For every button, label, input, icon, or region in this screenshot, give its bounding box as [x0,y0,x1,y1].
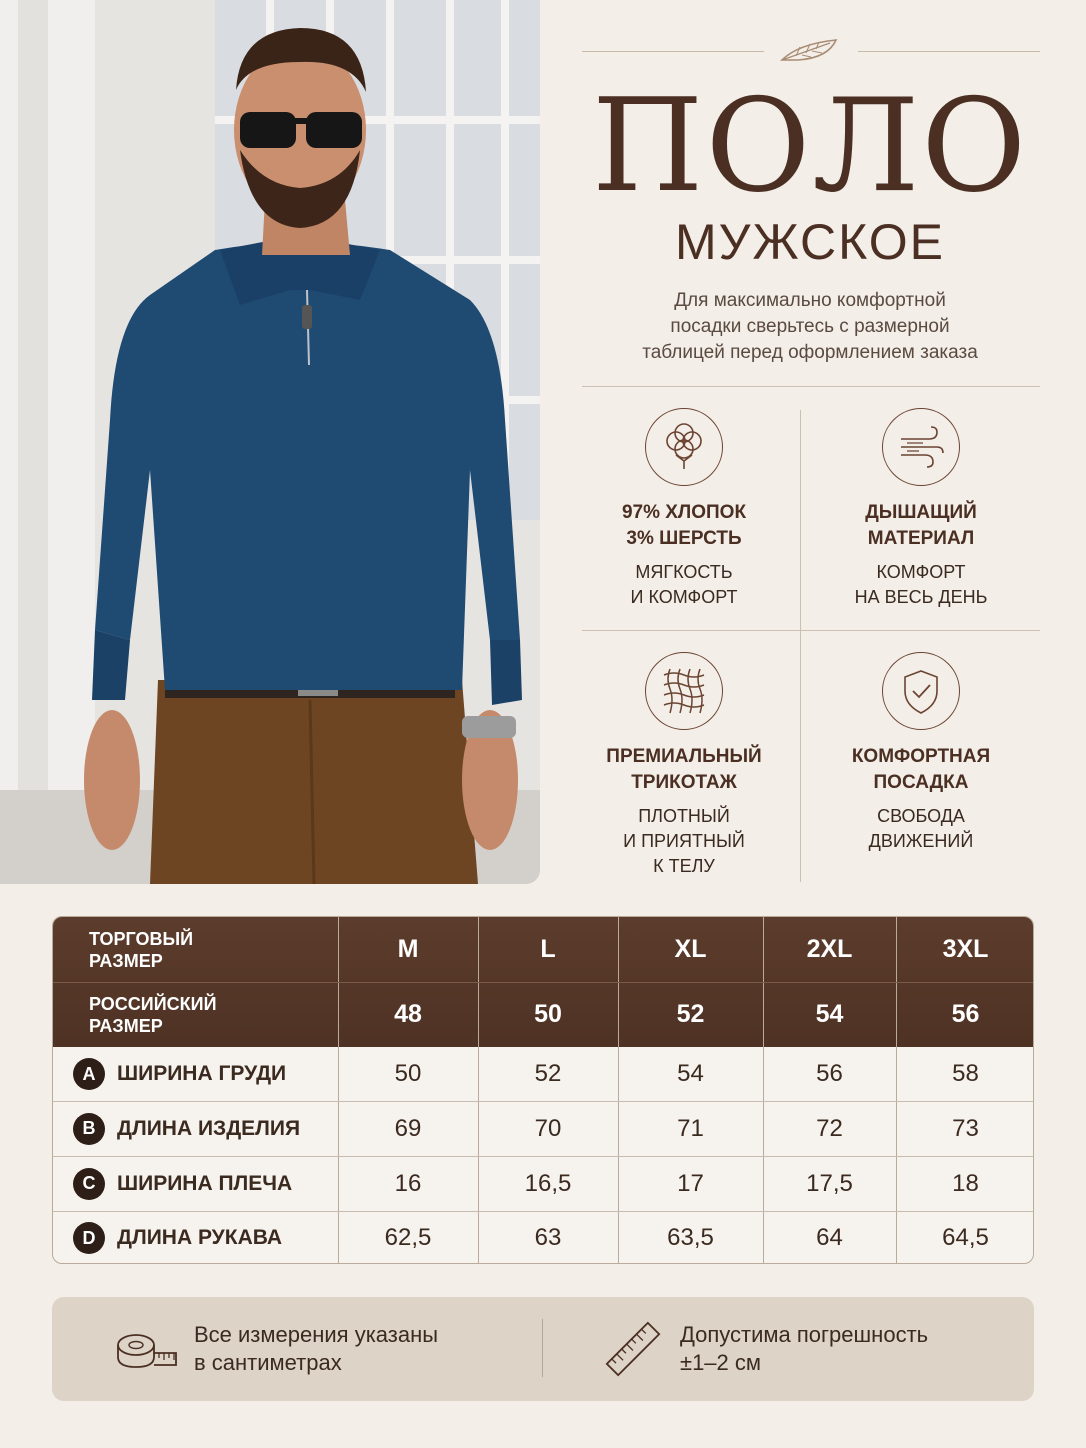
feature-text-line: КОМФОРТ [876,562,966,582]
table-cell: 64,5 [942,1224,989,1251]
feature-title-line: ПОСАДКА [873,772,969,793]
measure-letter-badge: D [73,1222,105,1254]
table-cell: 73 [952,1114,979,1142]
feature-title-line: 3% ШЕРСТЬ [626,528,742,549]
table-cell: 62,5 [384,1224,432,1251]
measure-letter-badge: C [73,1168,105,1200]
footer-text [680,1321,928,1377]
leaf-icon [778,34,844,66]
feature-title-line: ДЫШАЩИЙ [865,502,977,523]
table-cell: 54 [677,1060,704,1087]
feature-composition [574,408,794,610]
wind-icon [882,408,960,486]
feature-title [574,744,794,796]
footer-line: Все измерения указаны [194,1322,439,1347]
table-row [53,1211,1034,1264]
measure-label [53,1047,338,1101]
table-cell: 63 [534,1224,562,1251]
feature-text [574,560,794,610]
footer-note [52,1297,1034,1401]
feature-fit [811,652,1031,854]
feature-text [811,804,1031,854]
grid-line [53,1211,1034,1212]
feature-text-line: СВОБОДА [877,806,965,826]
table-cell: 16 [394,1169,422,1197]
feature-text-line: И ПРИЯТНЫЙ [623,831,745,851]
feature-title [811,744,1031,796]
table-cell: 52 [534,1060,562,1087]
size-cell: 50 [534,1000,562,1028]
fit-description [580,288,1040,366]
grid-line [53,1156,1034,1157]
size-cell: 3XL [942,935,989,963]
header-label-line: ТОРГОВЫЙ [89,928,194,949]
feature-title [574,500,794,552]
measure-letter-badge: A [73,1058,105,1090]
header-divider-left [582,51,764,52]
size-cell: 48 [394,1000,422,1028]
table-row [53,1047,1034,1101]
size-table [52,916,1034,1264]
table-row [53,1101,1034,1156]
size-cell: 2XL [806,935,853,963]
feature-title-line: 97% ХЛОПОК [621,502,747,523]
size-cell: 54 [815,1000,844,1028]
table-cell: 69 [394,1114,422,1142]
measure-name: ДЛИНА РУКАВА [117,1226,283,1249]
table-cell: 50 [394,1060,422,1087]
size-cell: 56 [951,1000,980,1028]
measure-label [53,1211,338,1264]
feature-text-line: ДВИЖЕНИЙ [868,831,974,851]
footer-line: Допустима погрешность [680,1322,929,1347]
shield-check-icon [882,652,960,730]
table-cell: 63,5 [667,1224,714,1251]
feature-title [811,500,1031,552]
table-row [53,1156,1034,1211]
description-line: Для максимально комфортной [674,290,946,311]
measure-letter-badge: B [73,1113,105,1145]
divider [582,386,1040,387]
table-cell: 64 [816,1224,843,1251]
footer-text [194,1321,438,1377]
measure-name: ШИРИНА ГРУДИ [117,1062,287,1085]
table-cell: 70 [534,1114,562,1142]
measure-label [53,1101,338,1156]
feature-text-line: К ТЕЛУ [653,856,715,876]
page-subtitle: МУЖСКОЕ [675,214,945,270]
table-cell: 72 [816,1114,843,1142]
table-header-row [53,917,1034,982]
table-cell: 71 [677,1114,704,1142]
divider [582,630,1040,631]
table-header-row [53,982,1034,1047]
footer-divider [542,1319,543,1377]
feature-text-line: МЯГКОСТЬ [635,562,733,582]
size-cell: L [540,935,556,963]
feature-title-line: ТРИКОТАЖ [631,772,737,793]
page-title: ПОЛО [591,72,1029,221]
cotton-icon [645,408,723,486]
header-label [53,917,338,982]
description-line: таблицей перед оформлением заказа [642,342,978,363]
feature-breathable [811,408,1031,610]
table-cell: 56 [816,1060,843,1087]
header-label [53,982,338,1047]
feature-title-line: КОМФОРТНАЯ [851,746,991,767]
feature-text [574,804,794,879]
feature-text-line: НА ВЕСЬ ДЕНЬ [854,587,988,607]
measure-name: ШИРИНА ПЛЕЧА [117,1171,293,1195]
model-illustration [0,0,540,884]
measuring-tape-icon [114,1319,180,1379]
size-cell: 52 [676,1000,705,1028]
divider [800,410,801,882]
header-label-line: РОССИЙСКИЙ [89,993,217,1014]
grid-line [53,982,1034,983]
feature-text [811,560,1031,610]
size-cell: M [397,935,419,963]
knit-icon [645,652,723,730]
footer-item-units [114,1319,438,1379]
footer-line: ±1–2 см [680,1350,762,1375]
feature-title-line: ПРЕМИАЛЬНЫЙ [606,746,762,767]
measure-name: ДЛИНА ИЗДЕЛИЯ [117,1116,301,1140]
table-cell: 17 [677,1169,704,1197]
header-label-line: РАЗМЕР [89,950,163,971]
header-divider-right [858,51,1040,52]
feature-title-line: МАТЕРИАЛ [867,528,975,549]
description-line: посадки сверьтесь с размерной [670,316,950,337]
feature-text-line: ПЛОТНЫЙ [638,806,730,826]
measure-label [53,1156,338,1211]
feature-knit [574,652,794,879]
table-cell: 18 [952,1169,979,1197]
footer-line: в сантиметрах [194,1350,342,1375]
grid-line [53,1101,1034,1102]
product-photo [0,0,540,884]
table-cell: 58 [952,1060,979,1087]
table-cell: 16,5 [524,1169,572,1197]
header-label-line: РАЗМЕР [89,1015,163,1036]
footer-item-tolerance [600,1319,928,1379]
ruler-icon [600,1319,666,1379]
feature-text-line: И КОМФОРТ [630,587,738,607]
table-cell: 17,5 [806,1169,853,1197]
size-cell: XL [674,935,707,963]
